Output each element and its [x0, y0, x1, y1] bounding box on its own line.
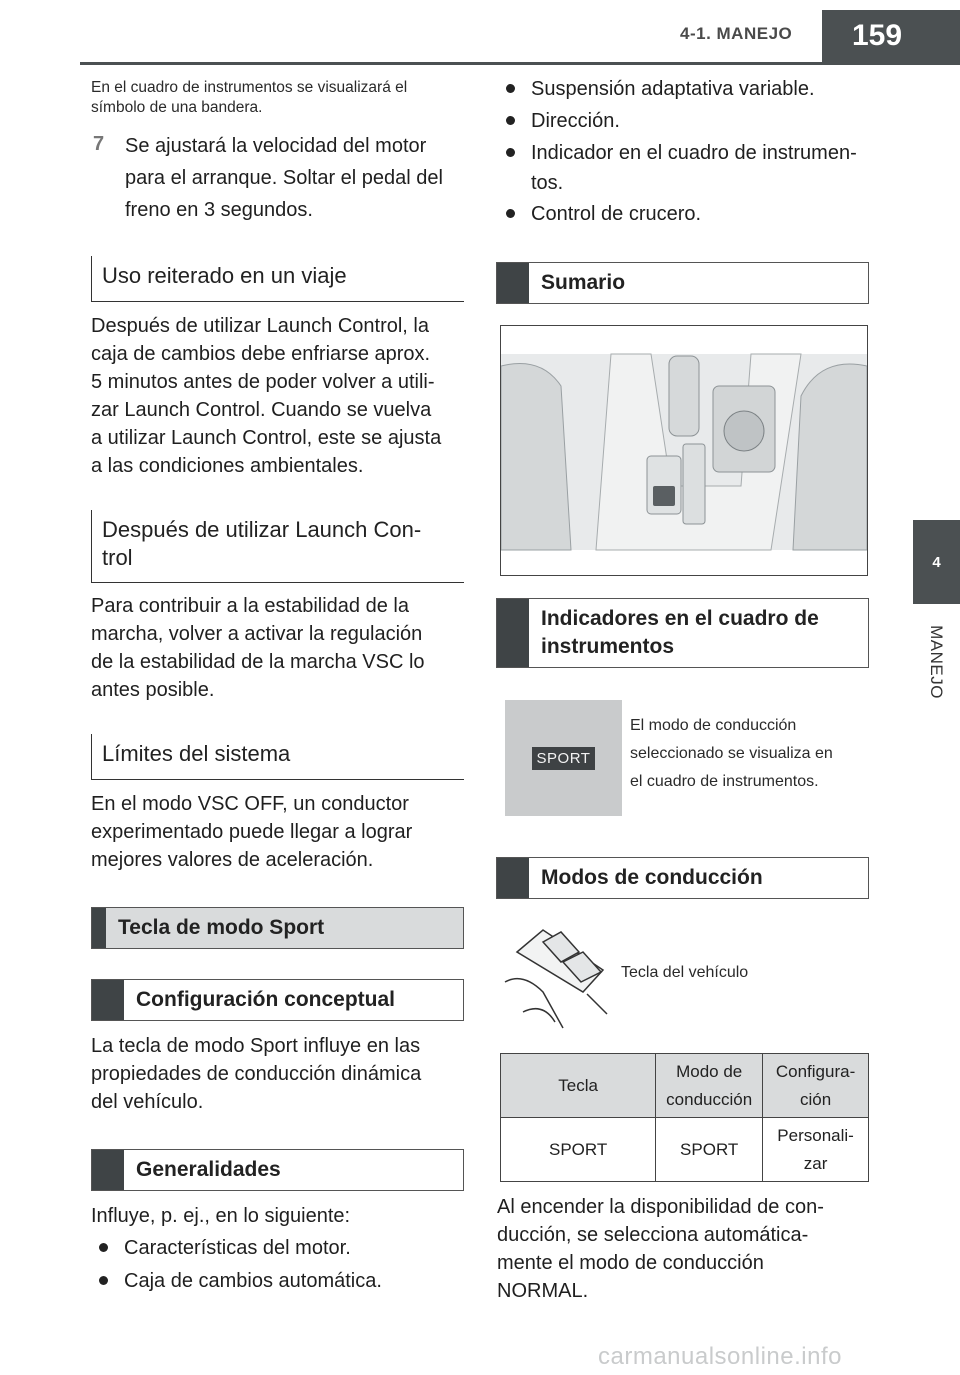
cell-mode: SPORT — [656, 1118, 763, 1182]
driving-modes-table — [500, 1053, 869, 1182]
closing-text: Al encender la disponibilidad de con- ducción, se selecciona automática- mente el modo de conducción NORMAL. — [497, 1196, 824, 1302]
after-launch-control-text: Para contribuir a la estabilidad de la marcha, volver a activar la regulación de la estabilidad de la marcha VSC lo antes posible. — [91, 595, 425, 701]
center-console-illustration — [501, 326, 867, 575]
chapter-tab[interactable]: 4 — [913, 520, 960, 604]
list-item: Indicador en el cuadro de instrumen- tos. — [498, 139, 878, 197]
list-item: Características del motor. — [91, 1234, 463, 1262]
heading-repeated-use: Uso reiterado en un viaje — [91, 256, 464, 302]
page-header — [0, 0, 960, 62]
list-item: Dirección. — [498, 107, 878, 135]
chapter-label: MANEJO — [927, 625, 946, 699]
heading-general: Generalidades — [91, 1149, 464, 1191]
header-config: Configura- ción — [763, 1054, 869, 1118]
heading-driving-modes: Modos de conducción — [496, 857, 869, 899]
list-item: Suspensión adaptativa variable. — [498, 75, 878, 103]
step-number: 7 — [93, 133, 105, 155]
center-console-figure — [500, 325, 868, 576]
heading-after-launch-control: Después de utilizar Launch Con- trol — [91, 510, 464, 583]
cell-config: Personali- zar — [763, 1118, 869, 1182]
table-header-row — [501, 1054, 869, 1118]
table-row — [501, 1118, 869, 1182]
sport-indicator-tile — [505, 700, 622, 816]
page-number: 159 — [822, 10, 960, 62]
flag-symbol-note: En el cuadro de instrumentos se visualizará el símbolo de una bandera. — [91, 79, 408, 116]
step-text: Se ajustará la velocidad del motor para el arranque. Soltar el pedal del freno en 3 segundos. — [125, 135, 443, 221]
section-title: 4-1. MANEJO — [680, 24, 793, 43]
cell-key: SPORT — [501, 1118, 656, 1182]
list-item: Control de crucero. — [498, 200, 878, 228]
conceptual-config-text: La tecla de modo Sport influye en las propiedades de conducción dinámica del vehículo. — [91, 1035, 422, 1113]
system-limits-text: En el modo VSC OFF, un conductor experimentado puede llegar a lograr mejores valores de aceleración. — [91, 793, 413, 871]
general-intro: Influye, p. ej., en lo siguiente: — [91, 1205, 351, 1227]
sport-mode-badge: SPORT — [532, 747, 596, 770]
heading-cluster-indicators: Indicadores en el cuadro de instrumentos — [496, 598, 869, 668]
heading-sport-mode-key: Tecla de modo Sport — [91, 907, 464, 949]
vehicle-key-caption: Tecla del vehículo — [621, 964, 749, 981]
heading-system-limits: Límites del sistema — [91, 734, 464, 780]
watermark: carmanualsonline.info — [598, 1343, 842, 1370]
header-key: Tecla — [501, 1054, 656, 1118]
heading-conceptual-config: Configuración conceptual — [91, 979, 464, 1021]
vehicle-key-illustration — [503, 922, 615, 1030]
header-mode: Modo de conducción — [656, 1054, 763, 1118]
repeated-use-text: Después de utilizar Launch Control, la caja de cambios debe enfriarse aprox. 5 minutos antes de poder volver a utili- zar Launch Control. Cuando se vuelva a utilizar Launch Control, este se ajusta a las condiciones ambientales. — [91, 315, 442, 477]
list-item: Caja de cambios automática. — [91, 1267, 463, 1295]
heading-summary: Sumario — [496, 262, 869, 304]
indicator-caption: El modo de conducción seleccionado se visualiza en el cuadro de instrumentos. — [630, 717, 833, 790]
header-rule — [80, 62, 960, 65]
